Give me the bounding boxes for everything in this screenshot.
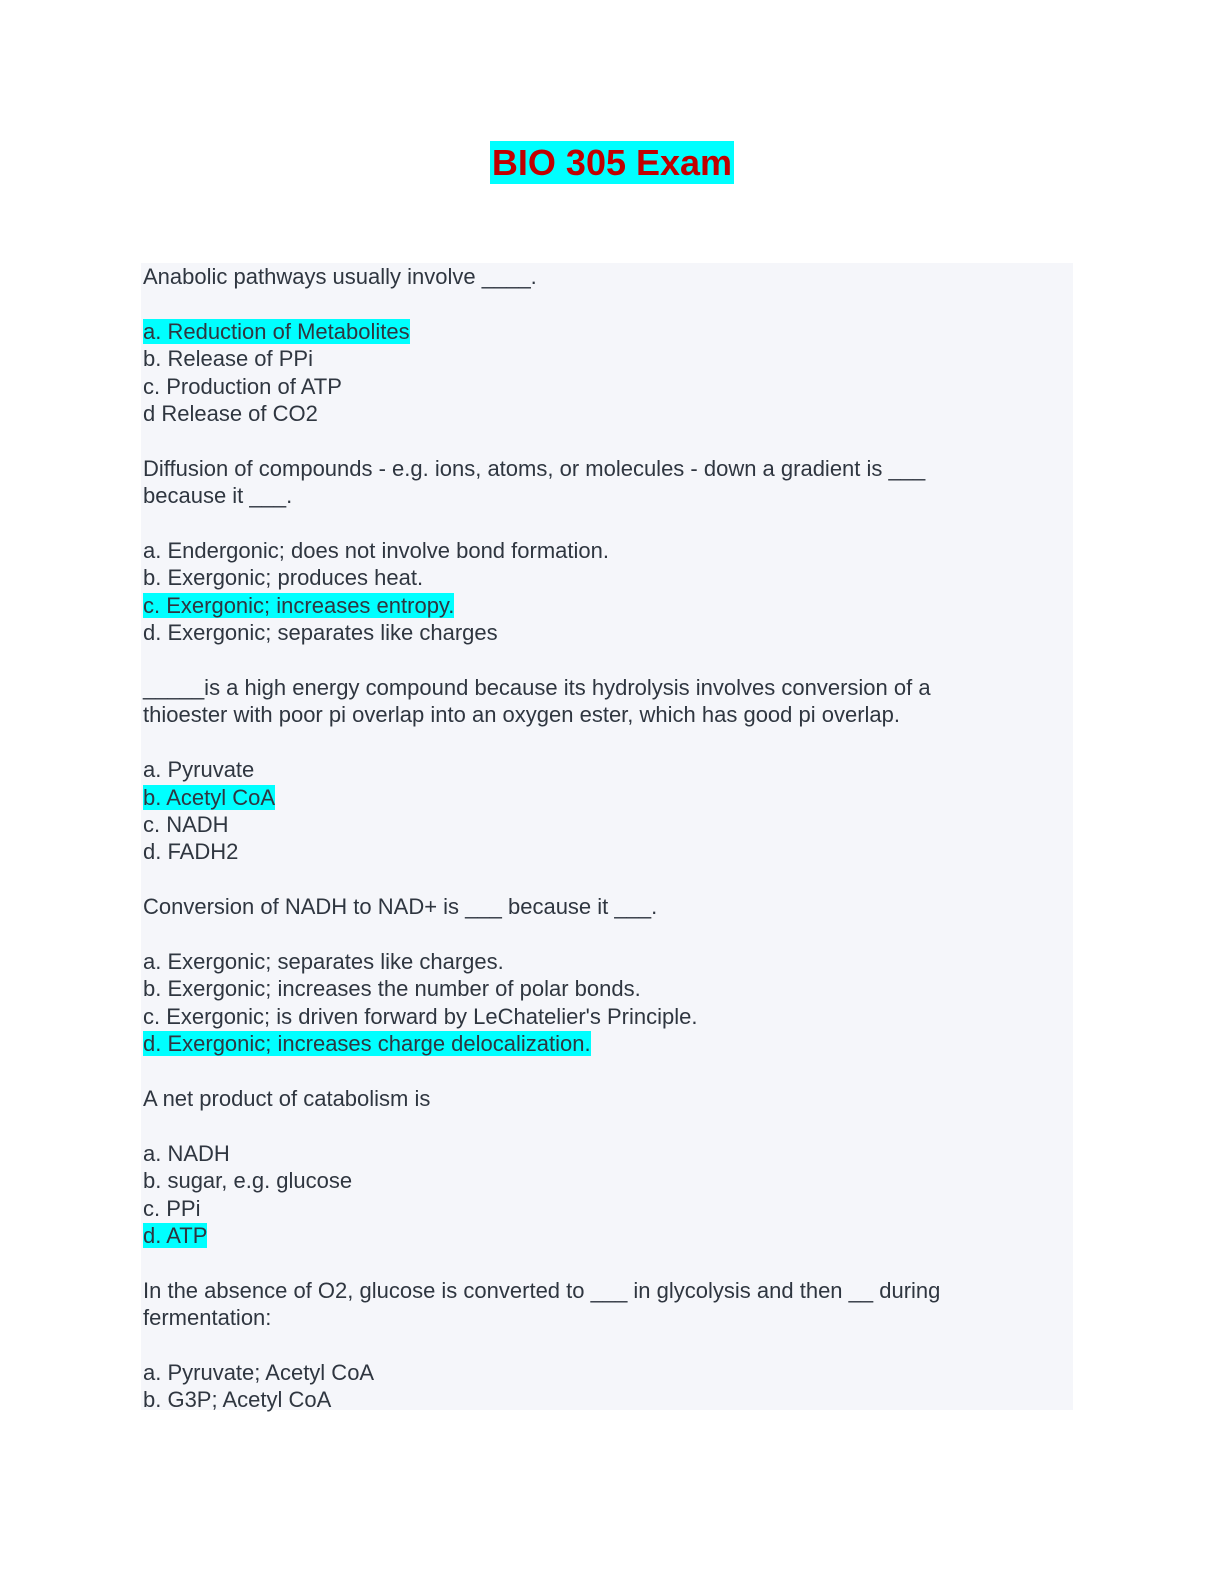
page-title: BIO 305 Exam [491,142,733,183]
answer-option [143,784,1073,811]
answer-option [143,564,1073,591]
answer-option [143,592,1073,619]
question-prompt: fermentation: [143,1305,272,1331]
highlighted-answer: c. Exergonic; increases entropy. [143,592,455,618]
answer-text: d. FADH2 [143,839,239,865]
answer-option [143,619,1073,646]
answer-option [143,1030,1073,1057]
question-block [143,1085,1073,1277]
answer-text: d Release of CO2 [143,401,318,427]
answer-option [143,318,1073,345]
question-block [143,455,1073,674]
answer-option [143,756,1073,783]
highlighted-answer: b. Acetyl CoA [143,784,276,810]
highlighted-answer: d. ATP [143,1223,208,1249]
spacer [143,866,1073,893]
answer-option [143,1003,1073,1030]
answer-option [143,811,1073,838]
question-prompt: In the absence of O2, glucose is converted to ___ in glycolysis and then __ during [143,1277,941,1303]
question-block [143,263,1073,455]
answer-text: b. G3P; Acetyl CoA [143,1387,332,1413]
answer-option [143,373,1073,400]
question-list [141,263,1073,1413]
answer-option [143,345,1073,372]
title-container [0,141,1224,184]
spacer [143,1058,1073,1085]
question-block [143,1277,1073,1414]
answer-text: c. PPi [143,1195,201,1221]
answer-text: d. Exergonic; separates like charges [143,620,498,646]
question-block [143,893,1073,1085]
answer-text: a. Exergonic; separates like charges. [143,949,504,975]
answer-text: b. Exergonic; increases the number of polar bonds. [143,976,641,1002]
spacer [143,647,1073,674]
answer-text: b. Release of PPi [143,346,313,372]
answer-text: c. NADH [143,812,229,838]
spacer [143,1249,1073,1276]
answer-option [143,1167,1073,1194]
answer-option [143,1195,1073,1222]
highlighted-answer: a. Reduction of Metabolites [143,318,410,344]
spacer [143,510,1073,537]
answer-option [143,537,1073,564]
spacer [143,729,1073,756]
answer-option [143,1359,1073,1386]
answer-option [143,1222,1073,1249]
question-prompt: A net product of catabolism is [143,1086,431,1112]
spacer [143,1112,1073,1139]
question-prompt: Diffusion of compounds - e.g. ions, atoms, or molecules - down a gradient is ___ [143,455,926,481]
question-prompt: because it ___. [143,483,293,509]
answer-option [143,400,1073,427]
answer-text: c. Production of ATP [143,373,342,399]
spacer [143,290,1073,317]
spacer [143,921,1073,948]
answer-text: b. Exergonic; produces heat. [143,565,424,591]
answer-text: c. Exergonic; is driven forward by LeChatelier's Principle. [143,1003,698,1029]
answer-text: a. Endergonic; does not involve bond formation. [143,538,609,564]
answer-option [143,948,1073,975]
question-prompt: _____is a high energy compound because its hydrolysis involves conversion of a [143,675,931,701]
question-block [143,674,1073,893]
answer-text: a. Pyruvate; Acetyl CoA [143,1360,375,1386]
answer-option [143,838,1073,865]
answer-option [143,1140,1073,1167]
question-prompt: Anabolic pathways usually involve ____. [143,264,537,289]
highlighted-answer: d. Exergonic; increases charge delocalization. [143,1031,591,1057]
answer-option [143,975,1073,1002]
answer-text: a. Pyruvate [143,757,255,783]
answer-option [143,1386,1073,1413]
answer-text: a. NADH [143,1140,230,1166]
spacer [143,1332,1073,1359]
spacer [143,427,1073,454]
question-prompt: Conversion of NADH to NAD+ is ___ because it ___. [143,894,658,920]
question-prompt: thioester with poor pi overlap into an oxygen ester, which has good pi overlap. [143,702,901,728]
answer-text: b. sugar, e.g. glucose [143,1168,353,1194]
